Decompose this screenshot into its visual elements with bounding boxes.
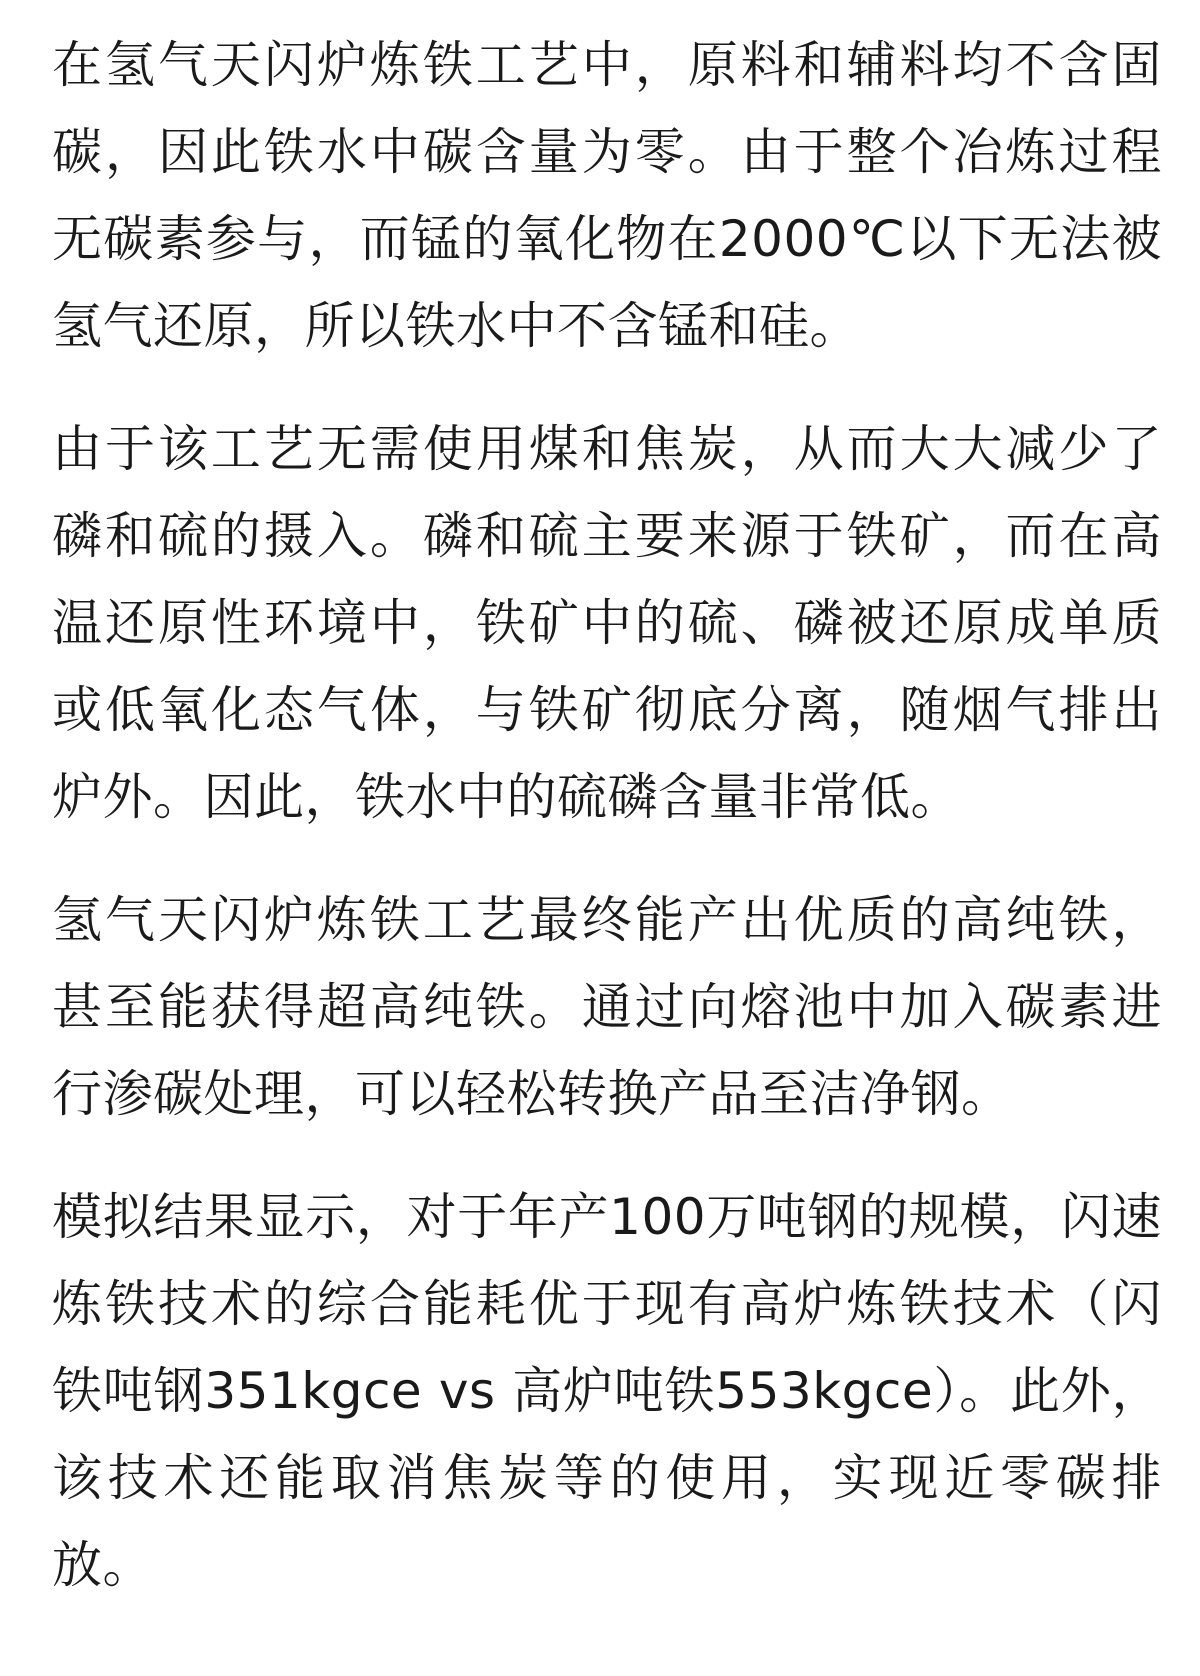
paragraph-energy-consumption: 模拟结果显示，对于年产100万吨钢的规模，闪速炼铁技术的综合能耗优于现有高炉炼铁技术（闪铁吨钢351kgce vs 高炉吨铁553kgce）。此外，该技术还能取消焦炭等的使用，实现近零碳排放。 <box>52 1188 1162 1594</box>
article-body <box>52 22 1162 1645</box>
paragraph-high-purity-iron: 氢气天闪炉炼铁工艺最终能产出优质的高纯铁，甚至能获得超高纯铁。通过向熔池中加入碳素进行渗碳处理，可以轻松转换产品至洁净钢。 <box>52 891 1162 1123</box>
paragraph-carbon-free-iron: 在氢气天闪炉炼铁工艺中，原料和辅料均不含固碳，因此铁水中碳含量为零。由于整个冶炼过程无碳素参与，而锰的氧化物在2000℃以下无法被氢气还原，所以铁水中不含锰和硅。 <box>52 36 1162 355</box>
paragraph-phosphorus-sulfur: 由于该工艺无需使用煤和焦炭，从而大大减少了磷和硫的摄入。磷和硫主要来源于铁矿，而在高温还原性环境中，铁矿中的硫、磷被还原成单质或低氧化态气体，与铁矿彻底分离，随烟气排出炉外。因此，铁水中的硫磷含量非常低。 <box>52 420 1162 826</box>
